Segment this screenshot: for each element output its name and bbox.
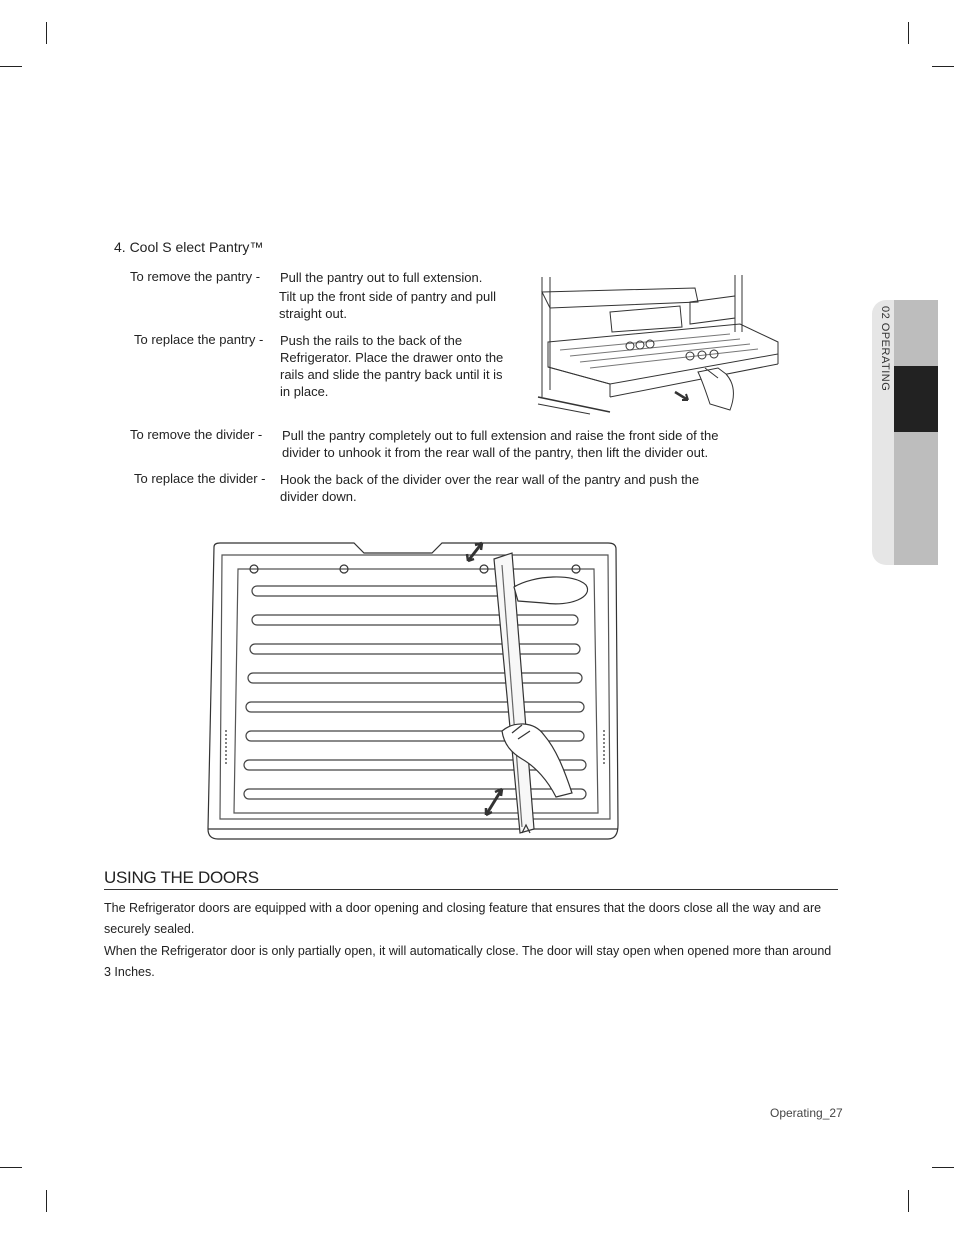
replace-divider-text: Hook the back of the divider over the rear wall of the pantry and push the divider down. [280, 472, 700, 504]
crop-mark [0, 66, 22, 67]
chapter-tab [872, 300, 938, 565]
section-divider [104, 889, 838, 890]
replace-pantry-label: To replace the pantry - [134, 332, 264, 347]
section-heading: 4. Cool S elect Pantry™ [114, 239, 264, 255]
remove-pantry-step1: Pull the pantry out to full extension. [280, 270, 483, 285]
pantry-drawer-illustration [530, 272, 785, 417]
pantry-divider-illustration [204, 535, 626, 843]
chapter-tab-marker [894, 366, 938, 432]
chapter-tab-bar [894, 300, 938, 565]
replace-pantry-text: Push the rails to the back of the Refrigerator. Place the drawer onto the rails and slide the pantry back until it is in place. [280, 333, 504, 399]
remove-pantry-label: To remove the pantry - [130, 269, 261, 284]
remove-divider-text: Pull the pantry completely out to full extension and raise the front side of the divider to unhook it from the rear wall of the pantry, then lift the divider out. [282, 428, 719, 460]
crop-mark [46, 1190, 47, 1212]
chapter-tab-label: 02 OPERATING [879, 306, 891, 392]
doors-section-title: USING THE DOORS [104, 868, 259, 887]
page-number: Operating_27 [770, 1106, 843, 1120]
remove-divider-label: To remove the divider - [130, 427, 263, 442]
crop-mark [932, 66, 954, 67]
remove-pantry-step2: Tilt up the front side of pantry and pull straight out. [279, 289, 497, 321]
replace-divider-label: To replace the divider - [134, 471, 266, 486]
crop-mark [932, 1167, 954, 1168]
doors-paragraph-2: When the Refrigerator door is only partially open, it will automatically close. The door will stay open when opened more than around 3 Inches. [104, 944, 832, 979]
crop-mark [0, 1167, 22, 1168]
crop-mark [908, 22, 909, 44]
crop-mark [46, 22, 47, 44]
crop-mark [908, 1190, 909, 1212]
doors-paragraph-1: The Refrigerator doors are equipped with a door opening and closing feature that ensures that the doors close all the way and are securely sealed. [104, 901, 822, 936]
